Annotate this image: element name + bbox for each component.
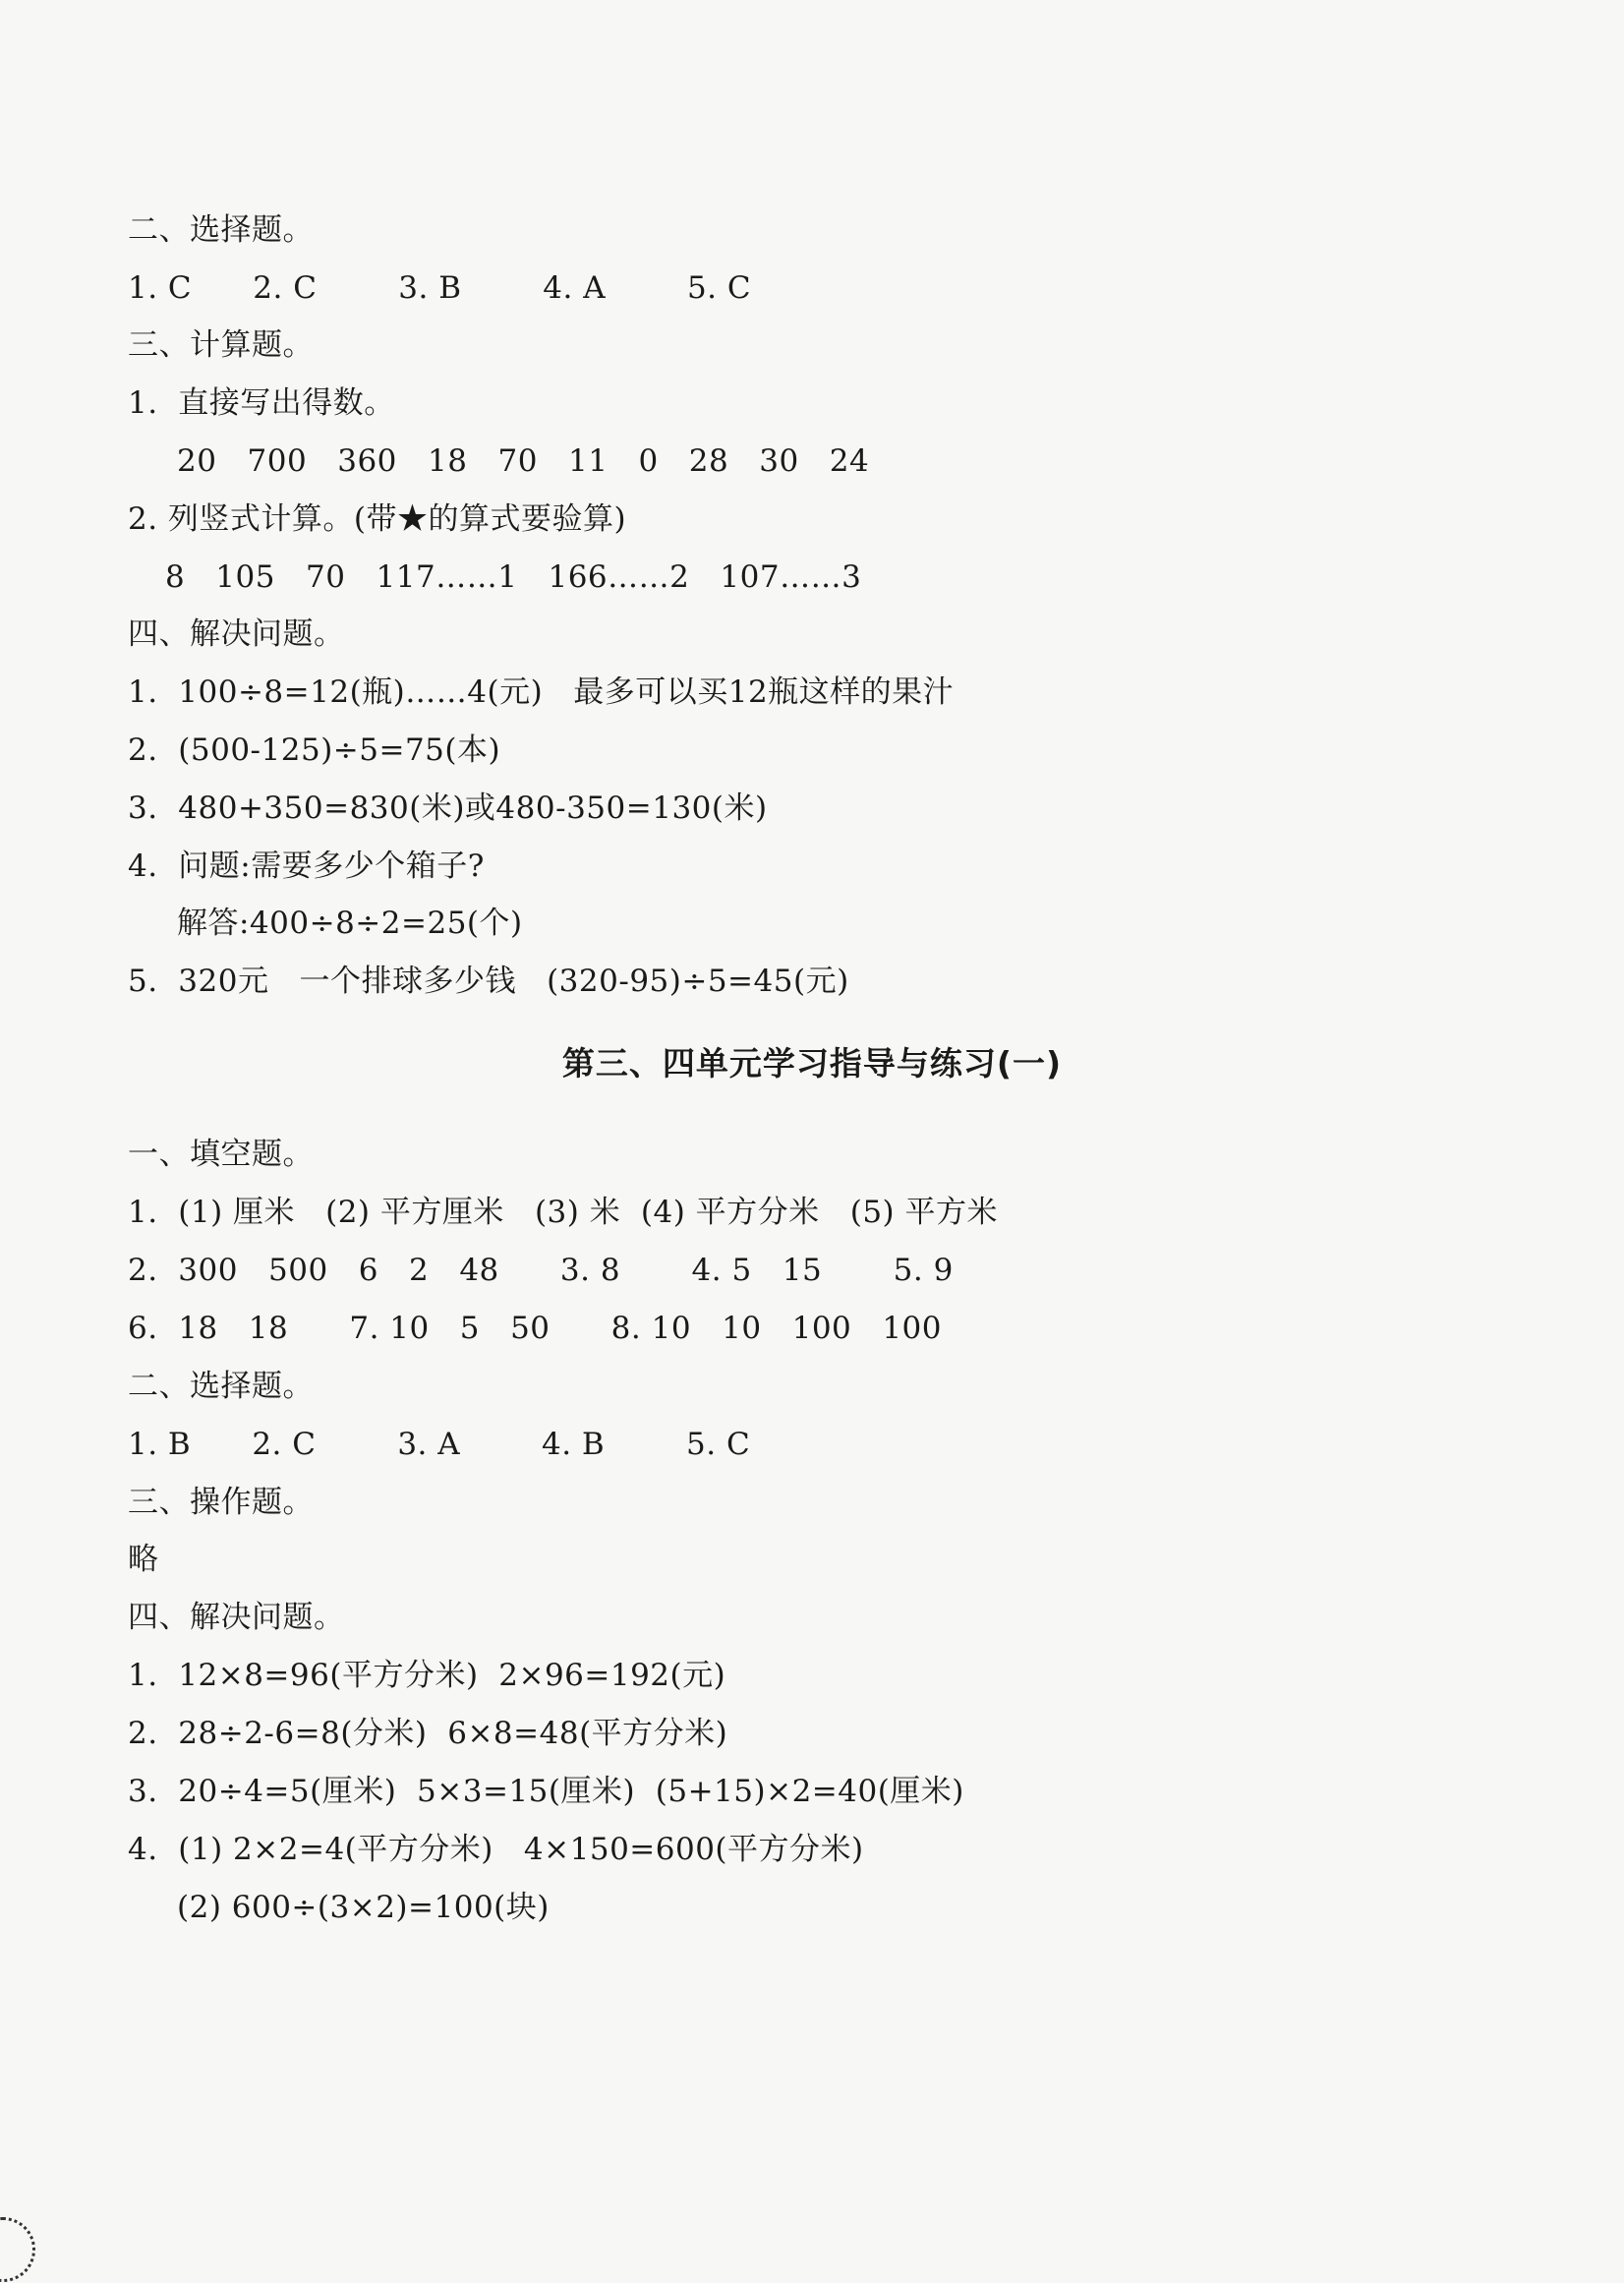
unit-title: 第三、四单元学习指导与练习(一): [561, 1044, 1063, 1083]
fill-line-3: 6. 18 18 7. 10 5 50 8. 10 10 100 100: [128, 1311, 943, 1346]
solve-heading-a: 四、解决问题。: [128, 616, 345, 652]
solve-item-a-4: 4. 问题:需要多少个箱子?: [128, 849, 485, 884]
solve-heading-b: 四、解决问题。: [128, 1600, 345, 1635]
calc-item-1-answers: 20 700 360 18 70 11 0 28 30 24: [177, 443, 870, 479]
choice-answers-a: 1. C 2. C 3. B 4. A 5. C: [128, 270, 752, 306]
fill-heading: 一、填空题。: [128, 1137, 314, 1172]
page-number-badge: [0, 2217, 35, 2282]
choice-answers-b: 1. B 2. C 3. A 4. B 5. C: [128, 1427, 751, 1462]
calc-item-1: 1. 直接写出得数。: [128, 385, 395, 421]
solve-item-a-1: 1. 100÷8=12(瓶)……4(元) 最多可以买12瓶这样的果汁: [128, 674, 955, 710]
calc-item-2: 2. 列竖式计算。(带★的算式要验算): [128, 501, 627, 537]
calc-heading: 三、计算题。: [128, 327, 314, 363]
solve-item-a-4-answer: 解答:400÷8÷2=25(个): [177, 906, 523, 941]
choice-heading-a: 二、选择题。: [128, 212, 314, 248]
solve-item-b-4: 4. (1) 2×2=4(平方分米) 4×150=600(平方分米): [128, 1832, 864, 1867]
fill-line-2: 2. 300 500 6 2 48 3. 8 4. 5 15 5. 9: [128, 1253, 954, 1288]
fill-line-1: 1. (1) 厘米 (2) 平方厘米 (3) 米 (4) 平方分米 (5) 平方米: [128, 1195, 999, 1230]
operate-heading: 三、操作题。: [128, 1485, 314, 1520]
solve-item-b-4-2: (2) 600÷(3×2)=100(块): [177, 1890, 550, 1925]
solve-item-a-3: 3. 480+350=830(米)或480-350=130(米): [128, 790, 768, 826]
solve-item-a-5: 5. 320元 一个排球多少钱 (320-95)÷5=45(元): [128, 964, 849, 999]
calc-item-2-answers: 8 105 70 117……1 166……2 107……3: [165, 559, 862, 595]
choice-heading-b: 二、选择题。: [128, 1369, 314, 1404]
solve-item-b-1: 1. 12×8=96(平方分米) 2×96=192(元): [128, 1658, 726, 1693]
operate-answer: 略: [128, 1542, 159, 1577]
solve-item-a-2: 2. (500-125)÷5=75(本): [128, 732, 501, 768]
solve-item-b-3: 3. 20÷4=5(厘米) 5×3=15(厘米) (5+15)×2=40(厘米): [128, 1774, 964, 1809]
solve-item-b-2: 2. 28÷2-6=8(分米) 6×8=48(平方分米): [128, 1716, 728, 1751]
